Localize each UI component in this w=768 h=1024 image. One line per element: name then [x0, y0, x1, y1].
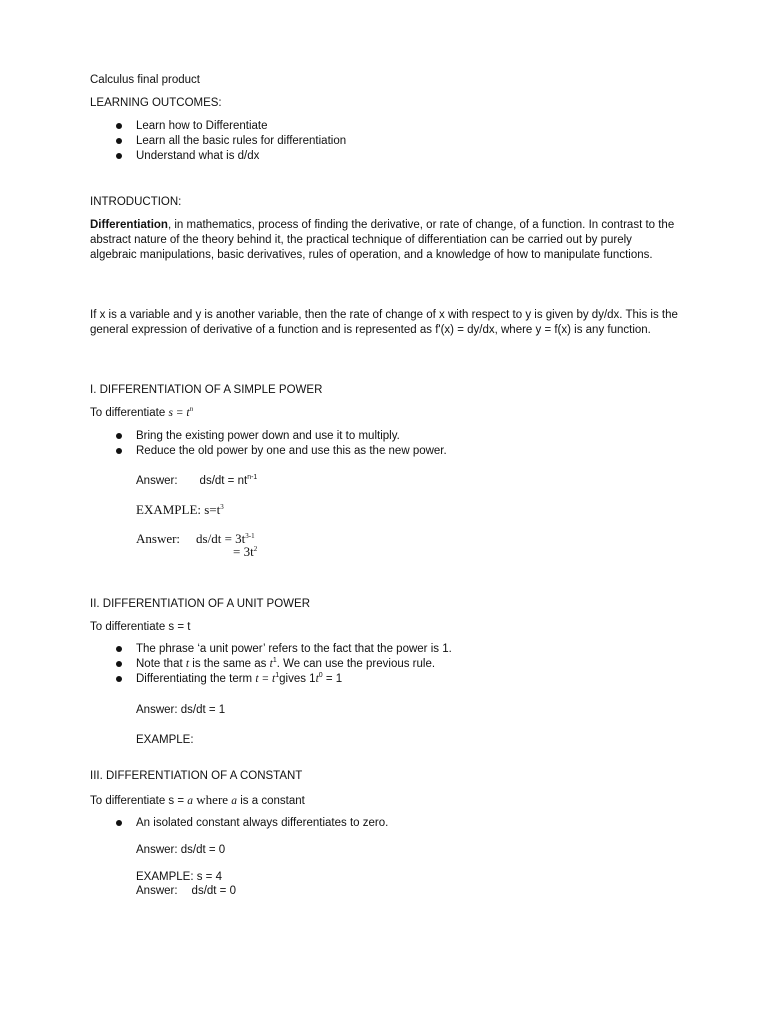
- bullet-icon: [116, 661, 122, 667]
- intro-text: To differentiate: [90, 407, 166, 419]
- paragraph-text: , in mathematics, process of finding the derivative, or rate of change, of a function. In contrast to the abstract nature of the theory behind it, the practical technique of differentiation can be carried out by purely algebraic manipulations, basic derivatives, rules of operation, and a knowledge of how to manipulate functions.: [90, 219, 675, 261]
- formula: [168, 407, 193, 419]
- example-line: EXAMPLE: s = 4: [136, 871, 222, 883]
- introduction-heading: INTRODUCTION:: [90, 196, 182, 208]
- exponent: 0: [318, 672, 323, 679]
- formula-base: s = t: [168, 407, 190, 419]
- text: is a constant: [237, 795, 305, 807]
- list-item: An isolated constant always differentiates to zero.: [136, 817, 389, 829]
- math-var: t: [185, 658, 190, 670]
- answer-label: Answer:: [136, 531, 181, 546]
- formula-exponent: n: [189, 405, 194, 413]
- bullet-icon: [116, 123, 122, 129]
- bullet-icon: [116, 138, 122, 144]
- answer-label: Answer:: [136, 475, 178, 487]
- text: where: [193, 792, 232, 807]
- answer-value: = 3t: [233, 544, 254, 559]
- section-1-intro: [90, 406, 193, 421]
- text: Differentiating the term: [136, 673, 256, 685]
- section-3-heading: III. DIFFERENTIATION OF A CONSTANT: [90, 770, 303, 782]
- exponent: 1: [275, 672, 280, 679]
- introduction-paragraph: [90, 218, 680, 263]
- math-var: t: [315, 673, 319, 685]
- derivative-paragraph: If x is a variable and y is another variable, then the rate of change of x with respect to y is given by dy/dx. This is the general expression of derivative of a function and is represented as f'(x) = dy/dx, where y = f(x) is any function.: [90, 309, 678, 336]
- math-var: a: [187, 795, 194, 807]
- text: To differentiate s =: [90, 795, 188, 807]
- document-title: Calculus final product: [90, 74, 200, 86]
- exponent: 1: [272, 657, 277, 664]
- section-1-heading: I. DIFFERENTIATION OF A SIMPLE POWER: [90, 384, 323, 396]
- answer-value: ds/dt = 3t: [196, 531, 246, 546]
- section-2-intro: To differentiate s = t: [90, 621, 191, 633]
- text: Note that: [136, 658, 186, 670]
- bullet-icon: [116, 448, 122, 454]
- text: gives 1: [279, 673, 316, 685]
- math-var: t: [269, 658, 273, 670]
- answer-value: ds/dt = 0: [191, 885, 236, 897]
- text: = 1: [322, 673, 343, 685]
- answer-exponent: 3-1: [245, 532, 255, 540]
- text: is the same as: [189, 658, 270, 670]
- bullet-icon: [116, 646, 122, 652]
- answer-line: Answer: ds/dt = 1: [136, 704, 226, 716]
- list-item: [136, 657, 435, 672]
- text: . We can use the previous rule.: [276, 658, 436, 670]
- section-2-heading: II. DIFFERENTIATION OF A UNIT POWER: [90, 598, 311, 610]
- answer-line: [136, 474, 257, 489]
- answer-exponent: 2: [253, 545, 258, 553]
- list-item: Reduce the old power by one and use this as the new power.: [136, 445, 447, 457]
- bullet-icon: [116, 153, 122, 159]
- term-bold: Differentiation: [90, 219, 168, 231]
- example-exponent: 3: [220, 503, 224, 511]
- answer-label: Answer:: [136, 885, 178, 897]
- example-line: EXAMPLE:: [136, 734, 194, 746]
- answer-line: Answer: ds/dt = 0: [136, 844, 226, 856]
- math-var: a: [231, 795, 238, 807]
- bullet-icon: [116, 433, 122, 439]
- answer-value: ds/dt = nt: [199, 475, 248, 487]
- example-line: [136, 502, 224, 517]
- list-item: The phrase ‘a unit power’ refers to the fact that the power is 1.: [136, 643, 452, 655]
- math-expr: t = t: [255, 673, 276, 685]
- list-item: Bring the existing power down and use it to multiply.: [136, 430, 400, 442]
- section-3-intro: [90, 792, 305, 809]
- example-answer-line-2: [233, 544, 257, 559]
- answer-exponent: n-1: [247, 474, 258, 481]
- list-item: Understand what is d/dx: [136, 150, 260, 162]
- example-answer-line: [136, 884, 236, 899]
- list-item: Learn all the basic rules for differentiation: [136, 135, 347, 147]
- bullet-icon: [116, 676, 122, 682]
- example-label: EXAMPLE: s=t: [136, 502, 221, 517]
- list-item: Learn how to Differentiate: [136, 120, 268, 132]
- learning-outcomes-heading: LEARNING OUTCOMES:: [90, 97, 222, 109]
- list-item: [136, 672, 342, 687]
- bullet-icon: [116, 820, 122, 826]
